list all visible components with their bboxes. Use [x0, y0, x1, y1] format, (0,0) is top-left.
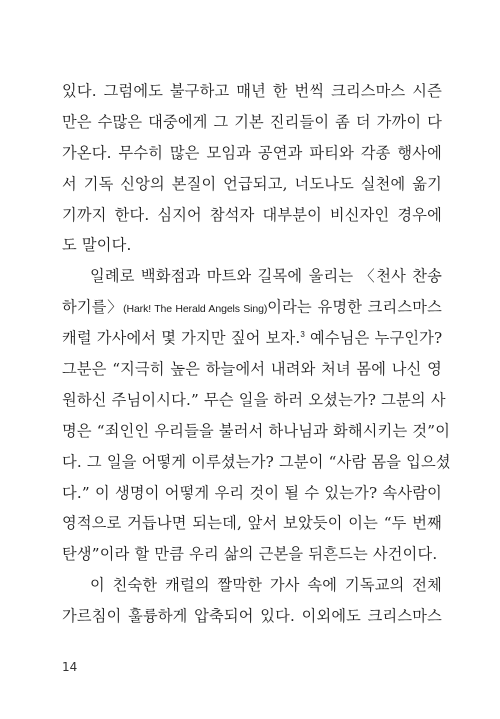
text-line: 그분은 “지극히 높은 하늘에서 내려와 처녀 몸에 나신 영 — [62, 360, 442, 379]
text-fragment: 예수님은 누구인가? — [305, 329, 443, 348]
text-line: 만은 수많은 대중에게 그 기본 진리들이 좀 더 가까이 다 — [62, 112, 442, 131]
text-line: 기까지 한다. 심지어 참석자 대부분이 비신자인 경우에 — [62, 205, 442, 224]
text-line: 다.” 이 생명이 어떻게 우리 것이 될 수 있는가? 속사람이 — [62, 483, 442, 502]
page-number: 14 — [62, 660, 78, 674]
text-line: 서 기독 신앙의 본질이 언급되고, 너도나도 실천에 옮기 — [62, 174, 442, 193]
text-line: 있다. 그럼에도 불구하고 매년 한 번씩 크리스마스 시즌 — [62, 82, 442, 100]
text-line: 이 친숙한 캐럴의 짤막한 가사 속에 기독교의 전체 — [90, 576, 442, 595]
text-line: 다. 그 일을 어떻게 이루셨는가? 그분이 “사람 몸을 입으셨 — [62, 452, 451, 471]
text-line: 가르침이 훌륭하게 압축되어 있다. 이외에도 크리스마스 — [62, 607, 442, 626]
text-line: 영적으로 거듭나면 되는데, 앞서 보았듯이 이는 “두 번째 — [62, 514, 442, 533]
footnote-marker[interactable]: 3 — [300, 330, 306, 340]
text-line: 원하신 주님이시다.” 무슨 일을 하러 오셨는가? 그분의 사 — [62, 390, 446, 409]
text-line — [62, 292, 442, 323]
english-title: (Hark! The Herald Angels Sing) — [123, 303, 268, 316]
text-fragment: 캐럴 가사에서 몇 가지만 짚어 보자. — [62, 329, 301, 348]
text-line: 탄생”이라 할 만큼 우리 삶의 근본을 뒤흔드는 사건이다. — [62, 545, 438, 564]
text-line — [62, 323, 442, 354]
text-line: 도 말이다. — [62, 236, 132, 255]
text-line: 명은 “죄인인 우리들을 불러서 하나님과 화해시키는 것”이 — [62, 421, 451, 440]
text-line: 가온다. 무수히 많은 모임과 공연과 파티와 각종 행사에 — [62, 143, 442, 162]
text-fragment: 이라는 유명한 크리스마스 — [267, 298, 442, 317]
body-text — [62, 76, 451, 632]
text-line: 일례로 백화점과 마트와 길목에 울리는 〈천사 찬송 — [90, 267, 442, 286]
text-fragment: 하기를〉 — [62, 298, 124, 317]
